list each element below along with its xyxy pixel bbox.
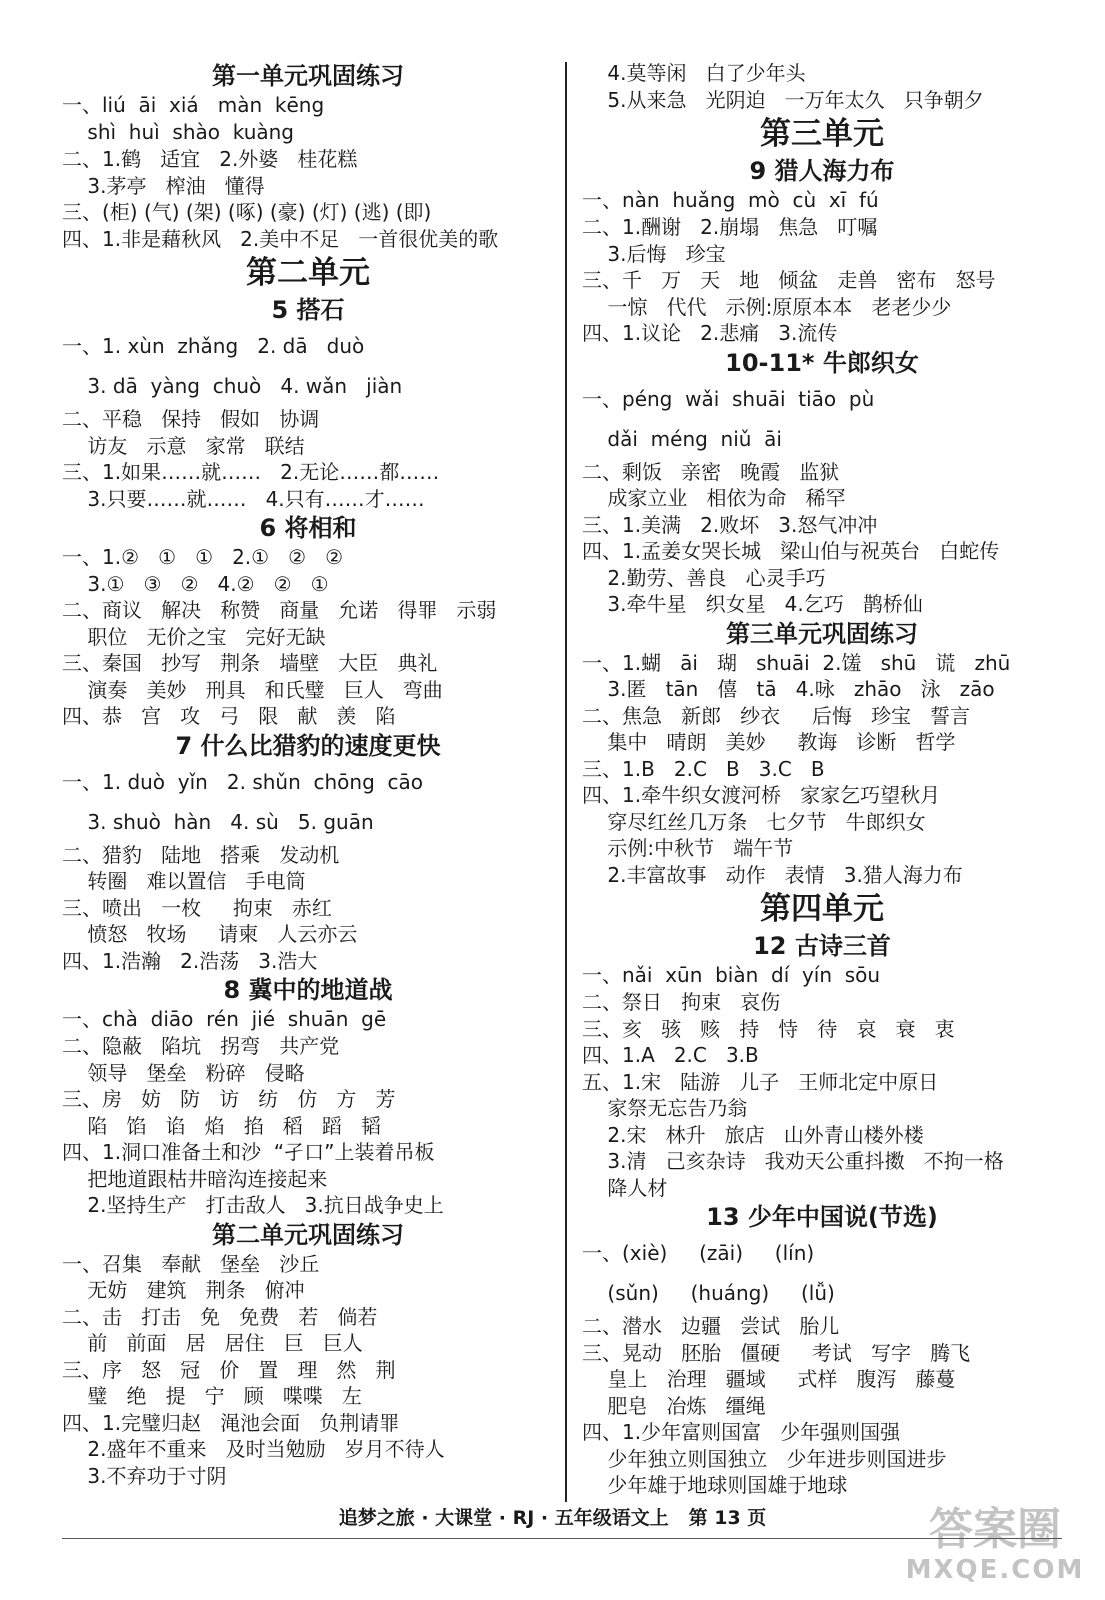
answer-line: 2.宋 林升 旅店 山外青山楼外楼: [582, 1122, 924, 1147]
answer-line: 四、1.A 2.C 3.B: [582, 1043, 759, 1067]
answer-line: 集中 晴朗 美妙 教诲 诊断 哲学: [582, 730, 956, 754]
answer-line: 四、1.少年富则国富 少年强则国强: [582, 1420, 901, 1444]
answer-line: 穿尽红丝几万条 七夕节 牛郎织女: [582, 809, 926, 834]
answer-line: 一、召集 奉献 堡垒 沙丘: [62, 1251, 320, 1276]
answer-line: 成家立业 相依为命 稀罕: [582, 486, 846, 510]
watermark-main: 答案圈: [929, 1504, 1061, 1555]
answer-line: 2.盛年不重来 及时当勉励 岁月不待人: [62, 1437, 445, 1461]
answer-line: 皇上 治理 疆域 式样 腹泻 藤蔓: [582, 1367, 956, 1391]
answer-line: 四、1.非是藉秋风 2.美中不足 一首很优美的歌: [62, 226, 499, 251]
answer-line: 一、chà diāo rén jié shuān gē: [62, 1007, 387, 1031]
answer-line: 一、nǎi xūn biàn dí yín sōu: [582, 963, 881, 987]
answer-line: 2.勤劳、善良 心灵手巧: [582, 565, 826, 590]
section-heading: 6 将相和: [259, 514, 357, 542]
answer-line: 一、liú āi xiá màn kēng: [62, 93, 325, 117]
watermark-logo: [905, 1495, 1085, 1595]
answer-line: shì huì shào kuàng: [62, 120, 294, 144]
answer-line: 三、(柜) (气) (架) (啄) (豪) (灯) (逃) (即): [62, 200, 432, 224]
answer-line: 三、1.美满 2.败坏 3.怒气冲冲: [582, 512, 878, 537]
answer-line: 示例:中秋节 端午节: [582, 836, 794, 860]
answer-line: 二、击 打击 免 免费 若 倘若: [62, 1304, 378, 1329]
answer-line: 三、序 怒 冠 价 置 理 然 荆: [62, 1357, 396, 1382]
answer-line: 一、nàn huǎng mò cù xī fú: [582, 188, 879, 212]
answer-line: dǎi méng niǔ āi: [582, 426, 782, 451]
answer-line: 四、1.洞口准备土和沙 “孑口”上装着吊板: [62, 1140, 435, 1164]
answer-line: 二、隐蔽 陷坑 拐弯 共产党: [62, 1034, 340, 1058]
section-heading: 7 什么比猎豹的速度更快: [175, 731, 441, 760]
answer-line: 无妨 建筑 荆条 俯冲: [62, 1278, 305, 1302]
answer-line: 四、1.完璧归赵 渑池会面 负荆请罪: [62, 1410, 400, 1435]
answer-line: 访友 示意 家常 联结: [62, 433, 305, 458]
section-heading: 第一单元巩固练习: [212, 62, 404, 90]
answer-line: 二、1.鹤 适宜 2.外婆 桂花糕: [62, 147, 358, 171]
answer-line: 一、péng wǎi shuāi tiāo pù: [582, 386, 875, 411]
answer-line: 降人材: [582, 1175, 668, 1200]
answer-line: 四、1.牵牛织女渡河桥 家家乞巧望秋月: [582, 783, 941, 807]
answer-line: 5.从来急 光阴迫 一万年太久 只争朝夕: [582, 87, 984, 112]
answer-line: (sǔn) (huáng) (lǚ): [582, 1281, 835, 1305]
answer-line: 二、潜水 边疆 尝试 胎儿: [582, 1314, 840, 1338]
answer-line: 一、(xiè) (zāi) (lín): [582, 1241, 815, 1265]
section-heading: 8 冀中的地道战: [223, 976, 393, 1004]
answer-line: 二、商议 解决 称赞 商量 允诺 得罪 示弱: [62, 598, 497, 622]
answer-line: 三、房 妨 防 访 纺 仿 方 芳: [62, 1087, 396, 1111]
answer-line: 四、1.浩瀚 2.浩荡 3.浩大: [62, 948, 318, 973]
section-heading: 5 搭石: [271, 296, 345, 324]
answer-line: 四、1.孟姜女哭长城 梁山伯与祝英台 白蛇传: [582, 539, 1000, 563]
answer-line: 3.茅亭 榨油 懂得: [62, 173, 265, 198]
answer-line: 领导 堡垒 粉碎 侵略: [62, 1060, 305, 1085]
answer-line: 三、1.B 2.C B 3.C B: [582, 756, 825, 781]
answer-line: 职位 无价之宝 完好无缺: [62, 624, 326, 649]
column-divider: [565, 62, 567, 1502]
answer-line: 3.清 己亥杂诗 我劝天公重抖擞 不拘一格: [582, 1149, 1004, 1173]
answer-line: 少年雄于地球则国雄于地球: [582, 1473, 848, 1497]
answer-line: 3.后悔 珍宝: [582, 241, 726, 266]
section-heading: 12 古诗三首: [753, 932, 891, 960]
answer-line: 一、1. duò yǐn 2. shǔn chōng cāo: [62, 769, 423, 794]
answer-line: 璧 绝 提 宁 顾 喋喋 左: [62, 1384, 362, 1408]
answer-line: 一、1.② ① ① 2.① ② ②: [62, 545, 344, 569]
answer-line: 3. shuò hàn 4. sù 5. guān: [62, 809, 374, 834]
answer-line: 二、1.酬谢 2.崩塌 焦急 叮嘱: [582, 215, 878, 239]
answer-line: 二、剩饭 亲密 晚霞 监狱: [582, 459, 840, 484]
unit-heading: 第四单元: [760, 891, 884, 927]
answer-line: 3. dā yàng chuò 4. wǎn jiàn: [62, 374, 403, 398]
answer-line: 前 前面 居 居住 巨 巨人: [62, 1331, 363, 1355]
answer-line: 三、秦国 抄写 荆条 墙壁 大臣 典礼: [62, 651, 438, 675]
page-footer: 追梦之旅 · 大课堂 · RJ · 五年级语文上 第 13 页: [338, 1507, 767, 1529]
answer-line: 二、平稳 保持 假如 协调: [62, 407, 320, 431]
answer-line: 演奏 美妙 刑具 和氏璧 巨人 弯曲: [62, 677, 443, 702]
section-heading: 第三单元巩固练习: [726, 619, 918, 648]
answer-line: 一、1. xùn zhǎng 2. dā duò: [62, 334, 365, 358]
answer-line: 家祭无忘告乃翁: [582, 1096, 748, 1120]
answer-line: 3.不弃功于寸阴: [62, 1463, 227, 1488]
answer-line: 五、1.宋 陆游 儿子 王师北定中原日: [582, 1069, 939, 1094]
answer-line: 一、1.蝴 āi 瑚 shuāi 2.馐 shū 谎 zhū: [582, 650, 1011, 675]
answer-line: 四、恭 宫 攻 弓 限 献 羡 陷: [62, 704, 396, 728]
answer-line: 3.只要……就…… 4.只有……才……: [62, 486, 425, 511]
section-heading: 9 猎人海力布: [749, 157, 895, 185]
answer-line: 少年独立则国独立 少年进步则国进步: [582, 1446, 947, 1471]
answer-line: 肥皂 冶炼 缰绳: [582, 1393, 766, 1418]
answer-line: 把地道跟枯井暗沟连接起来: [62, 1166, 328, 1191]
answer-line: 3.① ③ ② 4.② ② ①: [62, 571, 329, 596]
answer-line: 三、晃动 胚胎 僵硬 考试 写字 腾飞: [582, 1340, 971, 1365]
answer-line: 陷 馅 谄 焰 掐 稻 蹈 韬: [62, 1113, 381, 1138]
answer-line: 3.牵牛星 织女星 4.乞巧 鹊桥仙: [582, 592, 923, 616]
answer-line: 三、亥 骇 赅 持 恃 待 哀 衰 衷: [582, 1016, 955, 1041]
left-column: [62, 60, 554, 1489]
right-column: [582, 60, 1062, 1499]
answer-line: 转圈 难以置信 手电筒: [62, 869, 306, 893]
answer-line: 二、祭日 拘束 哀伤: [582, 990, 781, 1014]
answer-line: 二、猎豹 陆地 搭乘 发动机: [62, 842, 340, 867]
unit-heading: 第三单元: [760, 116, 884, 152]
answer-line: 三、1.如果……就…… 2.无论……都……: [62, 460, 440, 484]
section-heading: 第二单元巩固练习: [212, 1220, 404, 1249]
answer-line: 2.丰富故事 动作 表情 3.猎人海力布: [582, 862, 963, 887]
answer-line: 三、千 万 天 地 倾盆 走兽 密布 怒号: [582, 268, 996, 292]
unit-heading: 第二单元: [246, 255, 370, 291]
answer-line: 一惊 代代 示例:原原本本 老老少少: [582, 294, 952, 319]
answer-line: 四、1.议论 2.悲痛 3.流传: [582, 321, 838, 345]
section-heading: 13 少年中国说(节选): [706, 1203, 938, 1231]
answer-line: 三、喷出 一枚 拘束 赤红: [62, 895, 332, 920]
answer-line: 二、焦急 新郎 纱衣 后悔 珍宝 誓言: [582, 703, 971, 728]
answer-line: 3.匿 tān 僖 tā 4.咏 zhāo 泳 zāo: [582, 677, 995, 701]
answer-line: 愤怒 牧场 请柬 人云亦云: [62, 922, 358, 946]
answer-line: 4.莫等闲 白了少年头: [582, 61, 806, 85]
section-heading: 10-11* 牛郎织女: [725, 348, 919, 377]
answer-line: 2.坚持生产 打击敌人 3.抗日战争史上: [62, 1193, 444, 1217]
watermark-url: MXQE.COM: [905, 1555, 1085, 1585]
